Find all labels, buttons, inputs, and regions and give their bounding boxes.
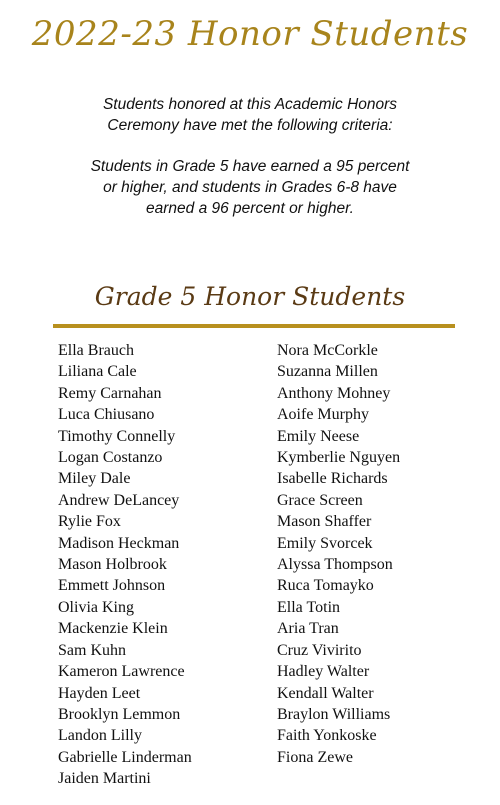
- student-name: Gabrielle Linderman: [58, 748, 192, 766]
- section-title: Grade 5 Honor Students: [94, 282, 406, 311]
- student-name: Nora McCorkle: [277, 342, 378, 359]
- student-name: Mason Holbrook: [58, 556, 167, 574]
- student-list-left: [58, 340, 192, 790]
- student-name: Mackenzie Klein: [58, 620, 168, 638]
- student-name: Remy Carnahan: [58, 384, 162, 402]
- student-name: Anthony Mohney: [277, 384, 391, 402]
- criteria-line: or higher, and students in Grades 6-8 have: [103, 179, 397, 196]
- student-name: Mason Shaffer: [277, 513, 372, 531]
- student-name: Faith Yonkoske: [277, 727, 377, 745]
- student-name: Aria Tran: [277, 620, 339, 638]
- student-list-right: [277, 340, 400, 768]
- student-name: Suzanna Millen: [277, 363, 378, 381]
- student-name: Ella Brauch: [58, 342, 134, 359]
- student-name: Kymberlie Nguyen: [277, 449, 401, 467]
- student-name: Emmett Johnson: [58, 577, 166, 595]
- student-name: Rylie Fox: [58, 513, 121, 531]
- student-name: Hayden Leet: [58, 684, 141, 702]
- student-name: Cruz Vivirito: [277, 641, 362, 659]
- student-name: Fiona Zewe: [277, 748, 353, 766]
- student-name: Hadley Walter: [277, 663, 370, 681]
- criteria-intro: [40, 94, 460, 136]
- student-name: Jaiden Martini: [58, 770, 151, 788]
- student-name: Luca Chiusano: [58, 406, 155, 424]
- student-name: Emily Neese: [277, 427, 360, 445]
- student-name: Liliana Cale: [58, 363, 137, 381]
- student-name: Andrew DeLancey: [58, 491, 180, 509]
- page-title: 2022-23 Honor Students: [31, 14, 469, 54]
- criteria-line: earned a 96 percent or higher.: [146, 200, 354, 217]
- student-name: Isabelle Richards: [277, 470, 388, 488]
- student-name: Olivia King: [58, 598, 134, 616]
- student-name: Miley Dale: [58, 470, 131, 488]
- student-name: Logan Costanzo: [58, 449, 163, 467]
- student-name: Grace Screen: [277, 491, 363, 509]
- criteria-line: Students honored at this Academic Honors: [102, 96, 398, 113]
- student-name: Braylon Williams: [277, 705, 391, 723]
- student-name: Brooklyn Lemmon: [58, 705, 181, 723]
- student-name: Emily Svorcek: [277, 534, 373, 552]
- criteria-line: Students in Grade 5 have earned a 95 percent: [90, 158, 410, 175]
- student-name: Timothy Connelly: [58, 427, 176, 445]
- criteria-detail: [40, 156, 460, 219]
- student-name: Ella Totin: [277, 598, 341, 616]
- student-name: Madison Heckman: [58, 534, 180, 552]
- student-name: Aoife Murphy: [277, 406, 369, 424]
- student-name: Sam Kuhn: [58, 641, 126, 659]
- student-name: Kendall Walter: [277, 684, 374, 702]
- section-divider: [53, 324, 455, 328]
- student-name: Alyssa Thompson: [277, 556, 393, 574]
- student-name: Kameron Lawrence: [58, 663, 185, 681]
- criteria-line: Ceremony have met the following criteria:: [107, 117, 393, 134]
- student-name: Landon Lilly: [58, 727, 142, 745]
- student-name: Ruca Tomayko: [277, 577, 374, 595]
